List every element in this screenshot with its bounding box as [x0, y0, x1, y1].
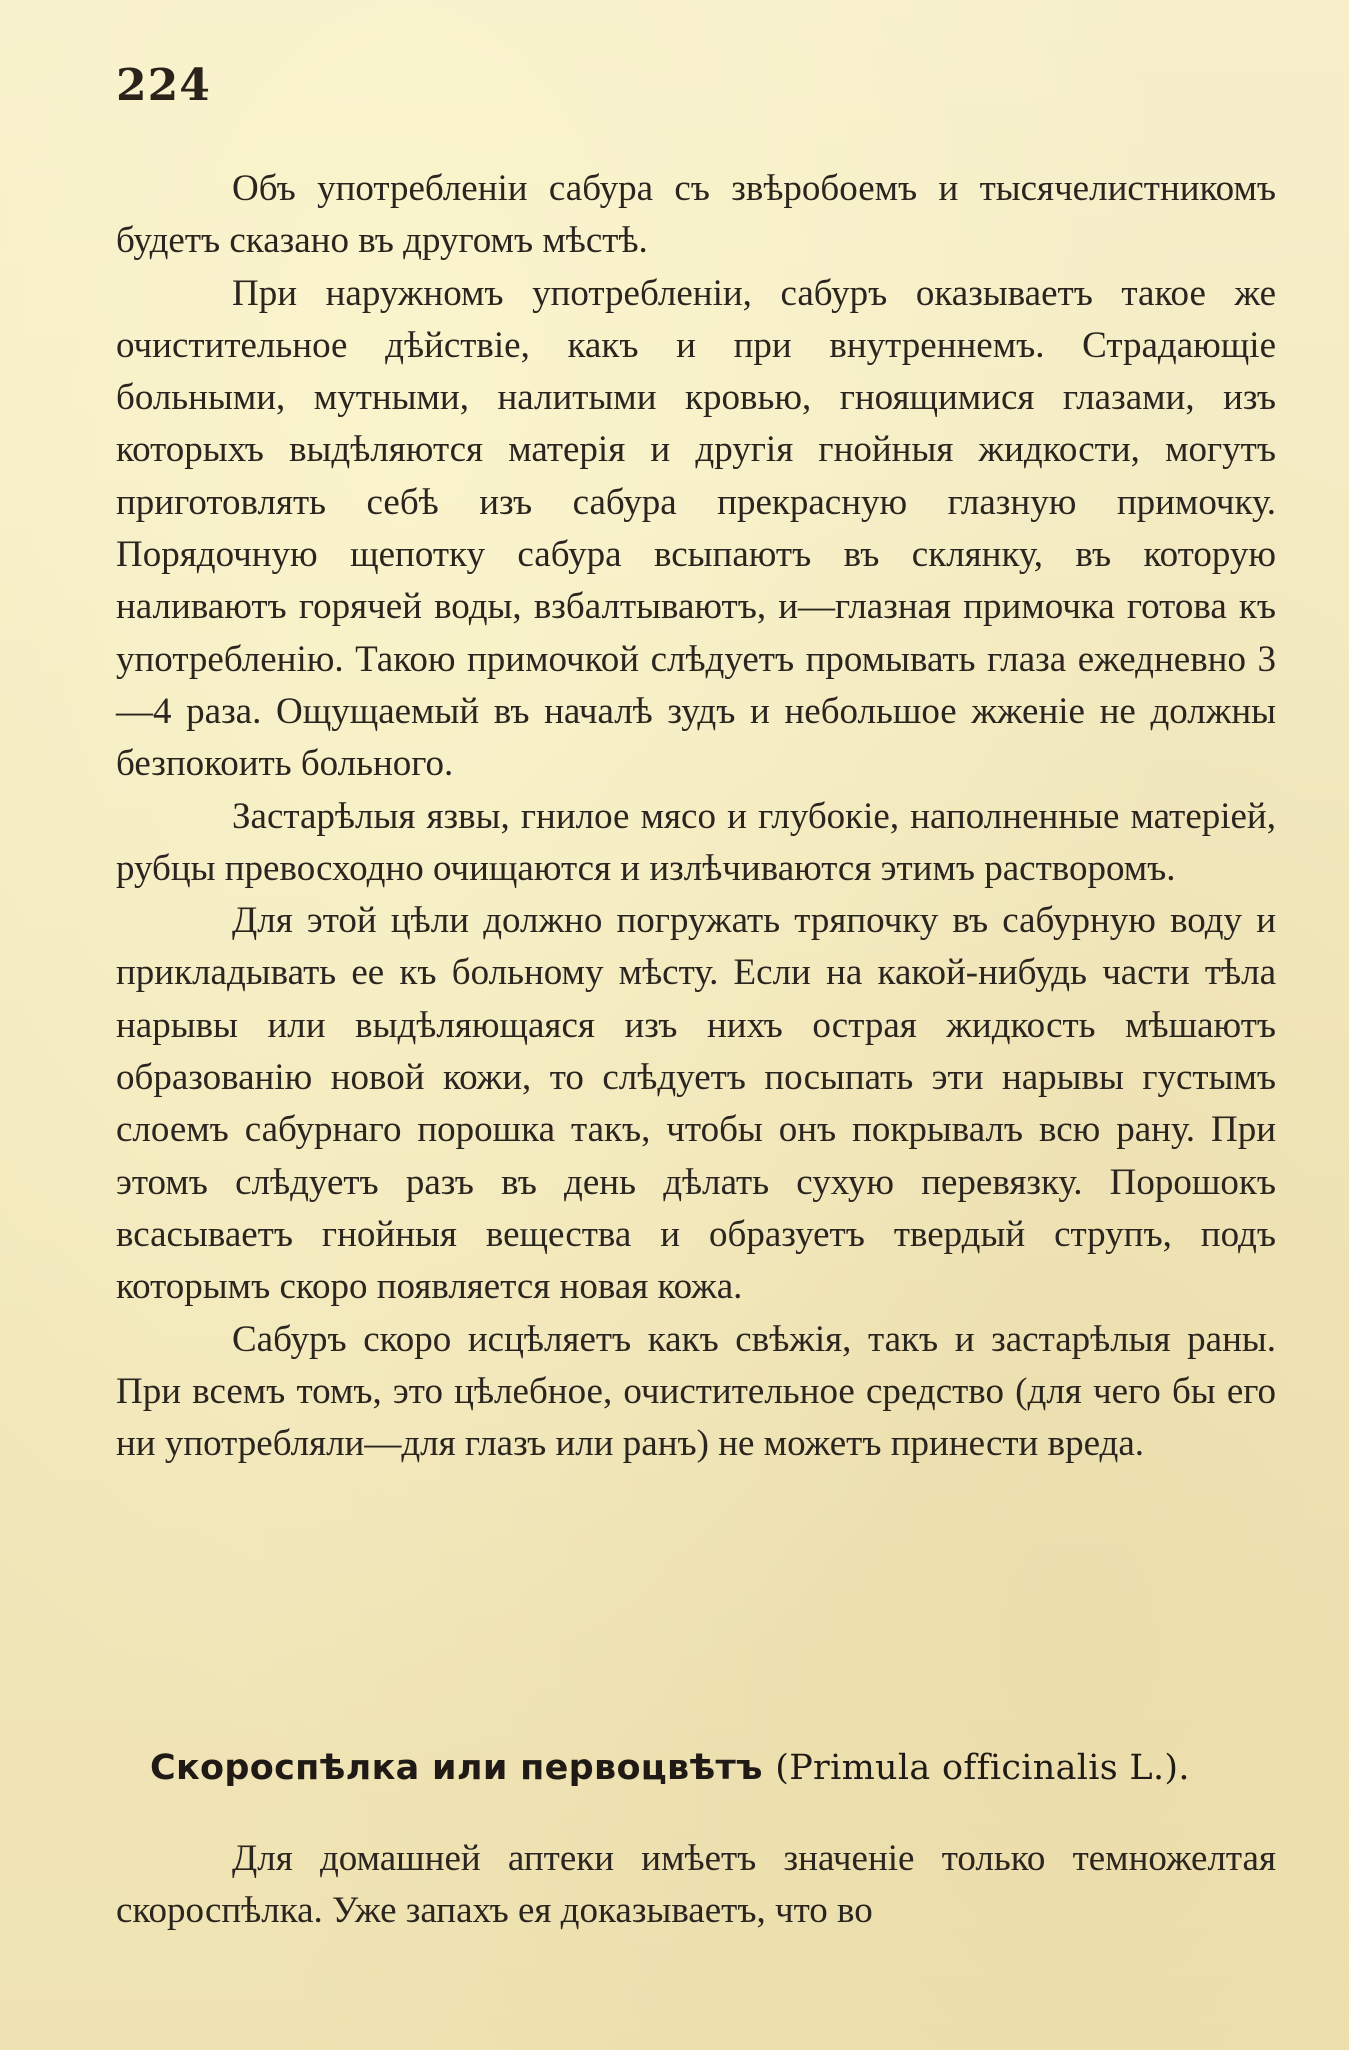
- paragraph: Объ употребленіи сабура съ звѣробоемъ и тысячелистникомъ будетъ сказано въ другомъ мѣстѣ.: [116, 168, 1276, 262]
- paragraph: При наружномъ употребленіи, сабуръ оказываетъ такое же очистительное дѣйствіе, какъ и при внутреннемъ. Страдающіе больными, мутными, налитыми кровью, гноящимися глазами, изъ которыхъ выдѣляются матерія и другія гнойныя жидкости, могутъ приготовлять себѣ изъ сабура прекрасную глазную примочку. Порядочную щепотку сабура всыпаютъ въ склянку, въ которую наливаютъ горячей воды, взбалтываютъ, и—глазная примочка готова къ употребленію. Такою примочкой слѣдуетъ промывать глаза ежедневно 3—4 раза. Ощущаемый въ началѣ зудъ и небольшое жженіе не должны безпокоить больного.: [116, 272, 1276, 785]
- section-title: Скороспѣлка или первоцвѣтъ: [150, 1748, 763, 1788]
- page-number: 224: [116, 60, 211, 111]
- paragraph: Застарѣлыя язвы, гнилое мясо и глубокіе, наполненные матеріей, рубцы превосходно очищаются и излѣчиваются этимъ растворомъ.: [116, 795, 1276, 889]
- paragraph: Сабуръ скоро исцѣляетъ какъ свѣжія, такъ и застарѣлыя раны. При всемъ томъ, это цѣлебное, очистительное средство (для чего бы его ни употребляли—для глазъ или ранъ) не можетъ принести вреда.: [116, 1318, 1276, 1465]
- paragraph: Для этой цѣли должно погружать тряпочку въ сабурную воду и прикладывать ее къ больному мѣсту. Если на какой-нибудь части тѣла нарывы или выдѣляющаяся изъ нихъ острая жидкость мѣшаютъ образованію новой кожи, то слѣдуетъ посыпать эти нарывы густымъ слоемъ сабурнаго порошка такъ, чтобы онъ покрывалъ всю рану. При этомъ слѣдуетъ разъ въ день дѣлать сухую перевязку. Порошокъ всасываетъ гнойныя вещества и образуетъ твердый струпъ, подъ которымъ скоро появляется новая кожа.: [116, 900, 1276, 1308]
- main-text-block: [116, 163, 1276, 1470]
- section-heading: [150, 1748, 1280, 1788]
- section-text-block: [116, 1833, 1276, 1938]
- paragraph: Для домашней аптеки имѣетъ значеніе только темножелтая скороспѣлка. Уже запахъ ея доказываетъ, что во: [116, 1838, 1276, 1932]
- section-latin-name: (Primula officinalis L.).: [775, 1748, 1190, 1788]
